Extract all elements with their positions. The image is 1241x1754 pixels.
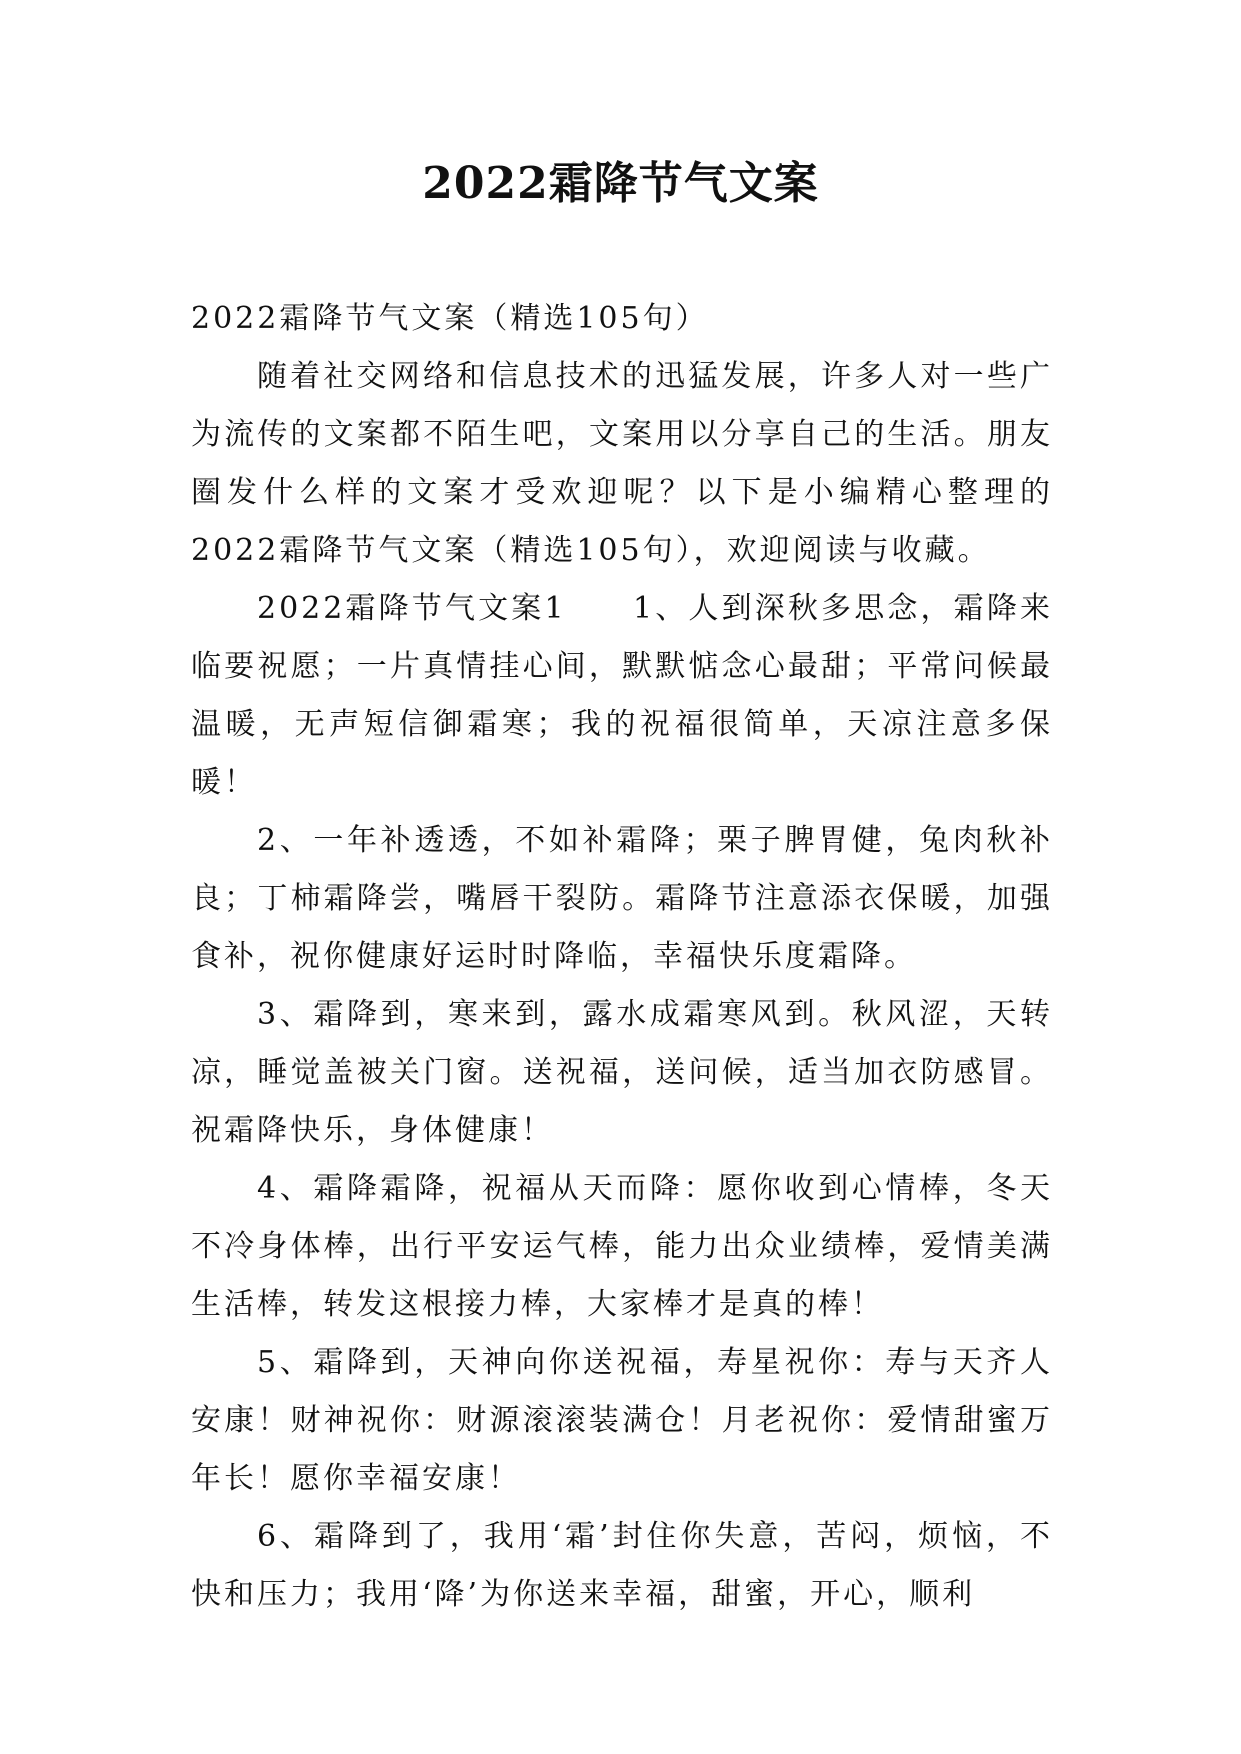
paragraph-intro: 随着社交网络和信息技术的迅猛发展，许多人对一些广为流传的文案都不陌生吧，文案用以分享自己的生活。朋友圈发什么样的文案才受欢迎呢？以下是小编精心整理的2022霜降节气文案（精选105句），欢迎阅读与收藏。	[191, 359, 1053, 568]
paragraph-item-4: 4、霜降霜降，祝福从天而降：愿你收到心情棒，冬天不冷身体棒，出行平安运气棒，能力出众业绩棒，爱情美满生活棒，转发这根接力棒，大家棒才是真的棒！	[191, 1171, 1053, 1322]
paragraph-item-2: 2、一年补透透，不如补霜降；栗子脾胃健，兔肉秋补良；丁柿霜降尝，嘴唇干裂防。霜降节注意添衣保暖，加强食补，祝你健康好运时时降临，幸福快乐度霜降。	[191, 823, 1053, 974]
paragraph-item-6: 6、霜降到了，我用‘霜’封住你失意，苦闷，烦恼，不快和压力；我用‘降’为你送来幸福，甜蜜，开心，顺利	[191, 1519, 1053, 1612]
document-body	[191, 290, 1053, 1624]
document-title: 2022霜降节气文案	[422, 158, 819, 209]
paragraph-item-5: 5、霜降到，天神向你送祝福，寿星祝你：寿与天齐人安康！财神祝你：财源滚滚装满仓！月老祝你：爱情甜蜜万年长！愿你幸福安康！	[191, 1345, 1053, 1496]
paragraph-item-1: 2022霜降节气文案1 1、人到深秋多思念，霜降来临要祝愿；一片真情挂心间，默默惦念心最甜；平常问候最温暖，无声短信御霜寒；我的祝福很简单，天凉注意多保暖！	[191, 591, 1053, 800]
paragraph-item-3: 3、霜降到，寒来到，露水成霜寒风到。秋风涩，天转凉，睡觉盖被关门窗。送祝福，送问候，适当加衣防感冒。祝霜降快乐，身体健康！	[191, 997, 1053, 1148]
document-subtitle: 2022霜降节气文案（精选105句）	[191, 301, 709, 336]
